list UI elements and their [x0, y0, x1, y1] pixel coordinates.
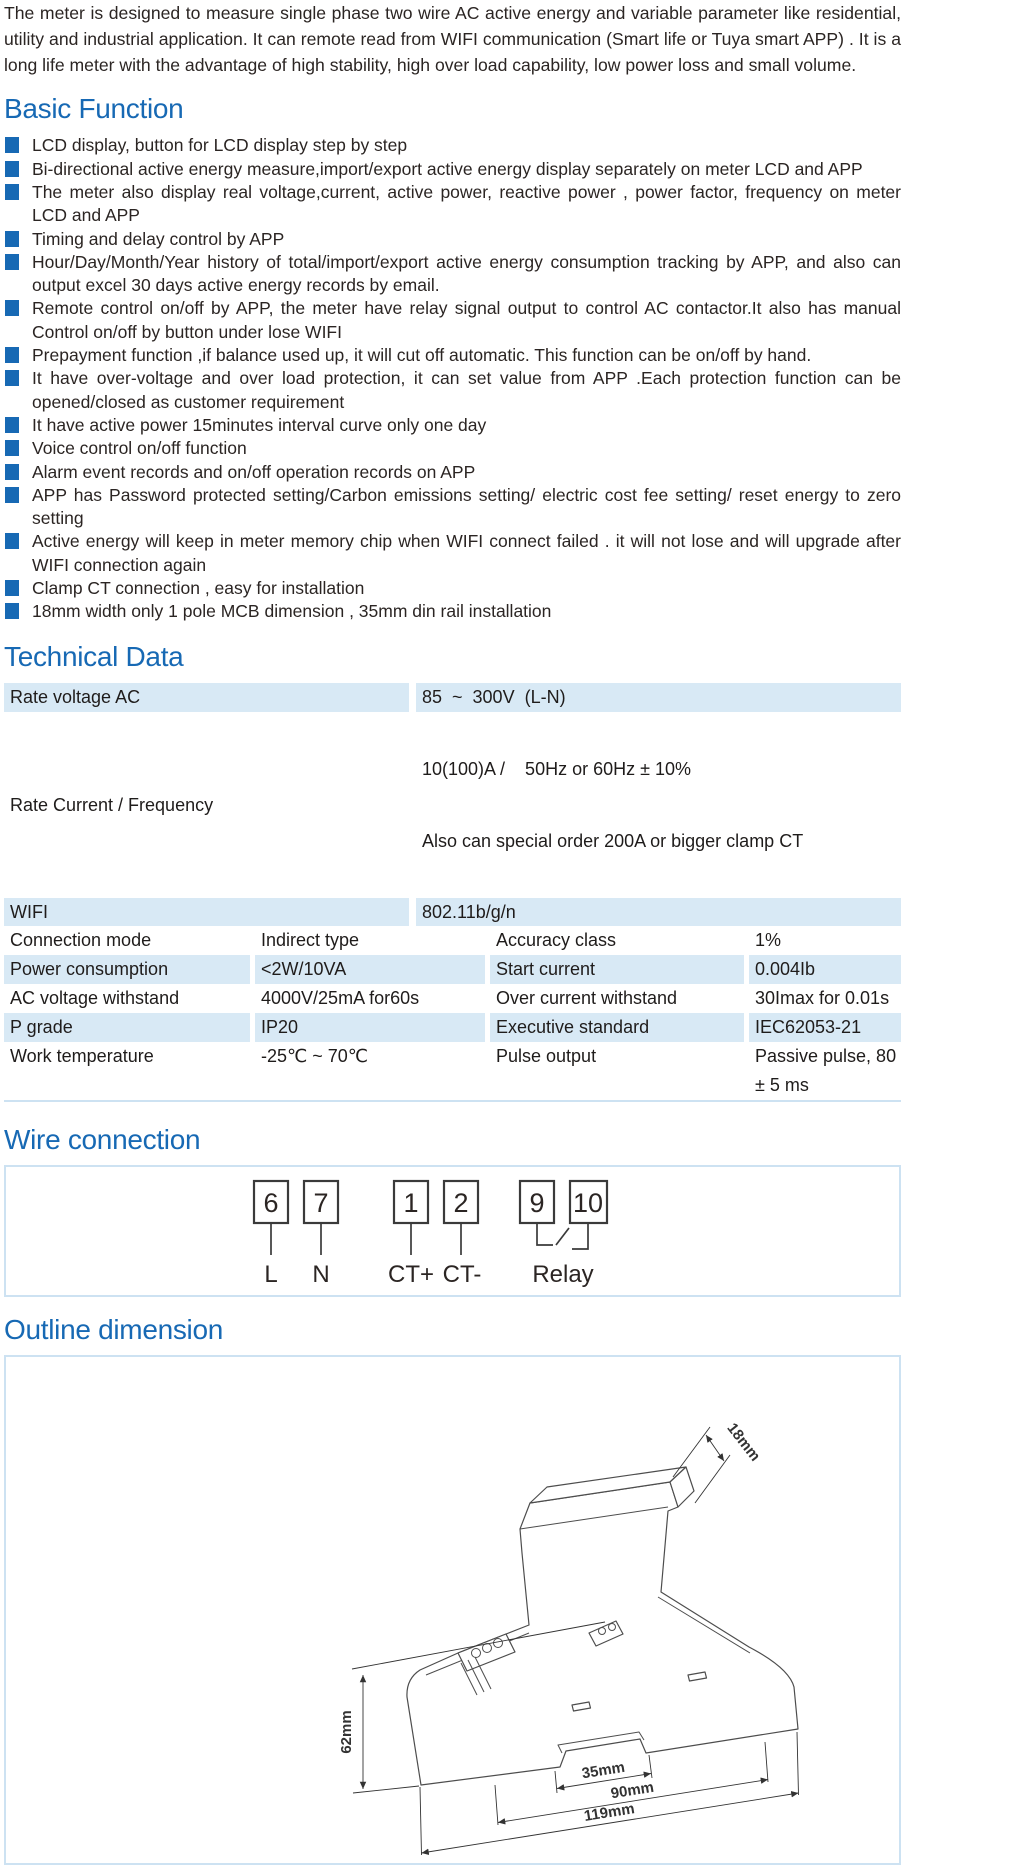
cell-value: -25℃ ~ 70℃: [261, 1045, 368, 1066]
feature-item: [4, 181, 901, 228]
bullet-square-icon: [5, 300, 19, 316]
cell-value-line1: 10(100)A / 50Hz or 60Hz ± 10%: [422, 758, 692, 779]
technical-table: [4, 683, 901, 1102]
feature-item: [4, 600, 901, 623]
feature-text: Remote control on/off by APP, the meter have relay signal output to control AC contactor.It also has manual Control on/off by button under lose WIFI: [32, 298, 901, 342]
cell-label: Accuracy class: [496, 929, 617, 950]
bullet-square-icon: [5, 580, 19, 596]
feature-item: [4, 134, 901, 157]
feature-item: [4, 461, 901, 484]
feature-text: Active energy will keep in meter memory chip when WIFI connect failed . it will not lose and will upgrade after WIFI connection again: [32, 531, 901, 575]
terminal-number: 2: [453, 1187, 469, 1218]
feature-item: [4, 158, 901, 181]
feature-text: Clamp CT connection , easy for installation: [32, 578, 365, 599]
terminal-number: 1: [403, 1187, 419, 1218]
cell-value: 30Imax for 0.01s: [755, 987, 890, 1008]
wire-diagram: [6, 1167, 899, 1295]
bullet-square-icon: [5, 137, 19, 153]
terminal-label-ct-plus: CT+: [387, 1260, 435, 1288]
relay-wire-9: [537, 1223, 553, 1245]
terminal-number: 7: [313, 1187, 329, 1218]
bullet-square-icon: [5, 184, 19, 200]
bullet-square-icon: [5, 231, 19, 247]
table-row-rate-current: [4, 712, 901, 898]
terminal-label-l: L: [264, 1260, 278, 1288]
feature-text: It have over-voltage and over load protection, it can set value from APP .Each protection function can be opened/closed as customer requirement: [32, 368, 901, 412]
table-row-wifi: [4, 898, 901, 926]
cell-label: Start current: [490, 955, 744, 984]
ext-line: [695, 1455, 730, 1503]
cell-label: Over current withstand: [496, 987, 678, 1008]
feature-text: Prepayment function ,if balance used up, it will cut off automatic. This function can be on/off by hand.: [32, 345, 812, 366]
cell-label: Executive standard: [490, 1013, 744, 1042]
cell-label: Rate voltage AC: [4, 683, 409, 712]
feature-item: [4, 228, 901, 251]
table-row: [4, 984, 901, 1013]
cell-value: 1%: [755, 929, 782, 950]
relay-switch-blade: [556, 1228, 569, 1245]
cell-label: AC voltage withstand: [10, 987, 180, 1008]
cell-value: 0.004Ib: [749, 955, 901, 984]
outline-dimension-panel: [4, 1355, 901, 1865]
meter-drawing: [407, 1467, 798, 1785]
wire-connection-panel: [4, 1165, 901, 1297]
bullet-square-icon: [5, 161, 19, 177]
feature-item: [4, 577, 901, 600]
terminal-number: 10: [572, 1187, 604, 1218]
table-row: [4, 1042, 901, 1100]
relay-wire-10: [572, 1223, 588, 1249]
table-row: [4, 955, 901, 984]
cell-label: Pulse output: [496, 1045, 597, 1066]
cell-value-line2: Also can special order 200A or bigger clamp CT: [422, 830, 804, 851]
terminal-number: 9: [529, 1187, 545, 1218]
heading-outline-dimension: Outline dimension: [4, 1313, 224, 1345]
terminal-label-relay: Relay: [532, 1260, 594, 1288]
cell-value: Passive pulse, 80 ± 5 ms: [755, 1045, 902, 1095]
bullet-square-icon: [5, 603, 19, 619]
cell-value: IP20: [255, 1013, 485, 1042]
cell-value: IEC62053-21: [749, 1013, 901, 1042]
bullet-square-icon: [5, 440, 19, 456]
feature-text: Alarm event records and on/off operation records on APP: [32, 461, 476, 482]
feature-text: 18mm width only 1 pole MCB dimension , 35mm din rail installation: [32, 601, 552, 622]
dimension-line-18mm: [706, 1435, 724, 1461]
cell-value: 4000V/25mA for60s: [261, 987, 420, 1008]
bullet-square-icon: [5, 533, 19, 549]
cell-label: WIFI: [4, 898, 409, 926]
cell-label: P grade: [4, 1013, 250, 1042]
feature-item: [4, 437, 901, 460]
bullet-square-icon: [5, 417, 19, 433]
cell-value: 85 ~ 300V (L-N): [416, 683, 901, 712]
feature-list: [4, 134, 901, 623]
feature-text: It have active power 15minutes interval curve only one day: [32, 414, 487, 435]
feature-item: [4, 530, 901, 577]
terminal-label-n: N: [312, 1260, 330, 1288]
dimension-label-90mm: 90mm: [609, 1778, 656, 1802]
feature-text: Bi-directional active energy measure,import/export active energy display separately on meter LCD and APP: [32, 158, 863, 179]
feature-text: Hour/Day/Month/Year history of total/import/export active energy consumption tracking by APP, and also can output excel 30 days active energy records by email.: [32, 251, 901, 296]
dimension-label-18mm: 18mm: [723, 1419, 764, 1465]
feature-item: [4, 251, 901, 298]
dimension-label-62mm: 62mm: [338, 1709, 355, 1754]
feature-text: APP has Password protected setting/Carbon emissions setting/ electric cost fee setting/ reset energy to zero setting: [32, 484, 901, 529]
feature-item: [4, 297, 901, 344]
feature-text: Voice control on/off function: [32, 438, 247, 459]
cell-value: Indirect type: [261, 929, 360, 950]
table-row: [4, 926, 901, 955]
feature-text: LCD display, button for LCD display step by step: [32, 135, 408, 156]
feature-item: [4, 484, 901, 531]
terminal-label-ct-minus: CT-: [442, 1260, 482, 1288]
cell-value: <2W/10VA: [255, 955, 485, 984]
cell-label: Work temperature: [10, 1045, 154, 1066]
heading-basic-function: Basic Function: [4, 93, 184, 125]
cell-label: Rate Current / Frequency: [10, 794, 214, 815]
bullet-square-icon: [5, 347, 19, 363]
outline-drawing: [6, 1357, 899, 1863]
bullet-square-icon: [5, 254, 19, 270]
ext-line: [673, 1427, 710, 1477]
page: [4, 0, 901, 1865]
feature-item: [4, 367, 901, 414]
bullet-square-icon: [5, 464, 19, 480]
feature-text: The meter also display real voltage,current, active power, reactive power , power factor, frequency on meter LCD and APP: [32, 181, 901, 226]
table-row: [4, 1013, 901, 1042]
table-row-rate-voltage: [4, 683, 901, 712]
feature-item: [4, 414, 901, 437]
bullet-square-icon: [5, 487, 19, 503]
dimension-label-119mm: 119mm: [582, 1799, 636, 1825]
feature-text: Timing and delay control by APP: [32, 228, 285, 249]
bullet-square-icon: [5, 370, 19, 386]
heading-wire-connection: Wire connection: [4, 1123, 201, 1155]
feature-item: [4, 344, 901, 367]
terminal-number: 6: [263, 1187, 279, 1218]
dimension-label-35mm: 35mm: [580, 1758, 627, 1782]
cell-label: Power consumption: [4, 955, 250, 984]
cell-value: 802.11b/g/n: [416, 898, 901, 926]
intro-paragraph: The meter is designed to measure single phase two wire AC active energy and variable parameter like residential, utility and industrial application. It can remote read from WIFI communication (Smart life or Tuya smart APP) . It is a long life meter with the advantage of high stability, high over load capability, low power loss and small volume.: [4, 3, 901, 75]
cell-label: Connection mode: [10, 929, 152, 950]
dimension-line-119mm: [422, 1793, 799, 1853]
heading-technical-data: Technical Data: [4, 640, 184, 672]
